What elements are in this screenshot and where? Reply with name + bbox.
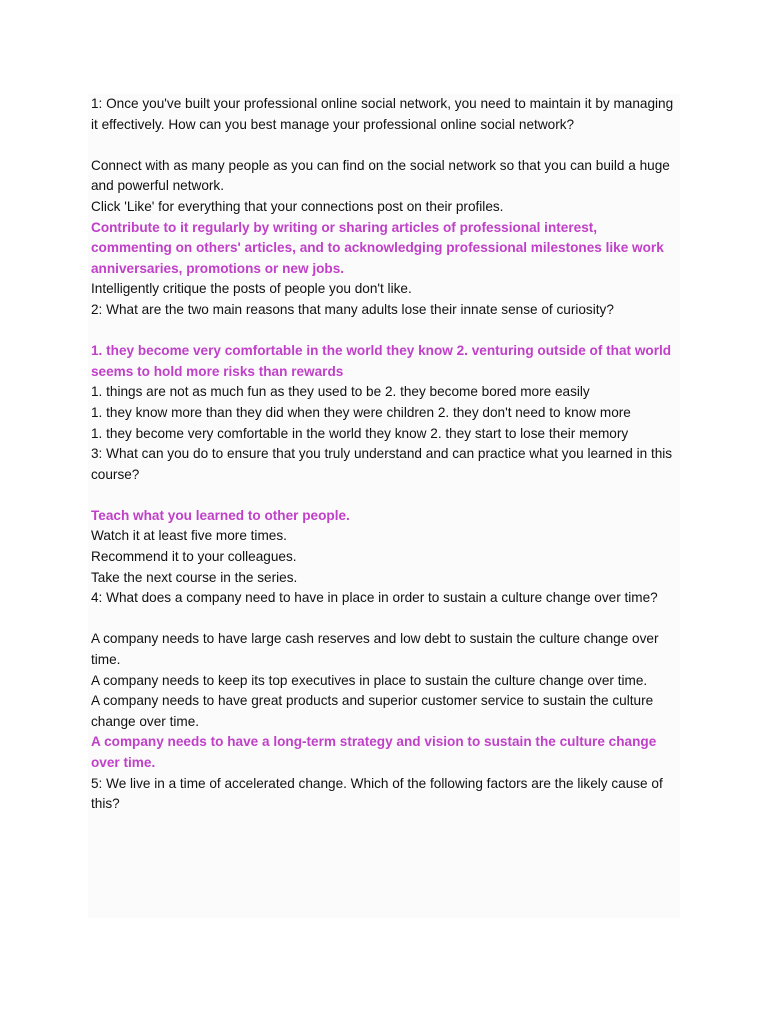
answer-option: 1. they become very comfortable in the world they know 2. they start to lose their memory xyxy=(91,425,629,441)
question-text: 5: We live in a time of accelerated change. Which of the following factors are the likely cause of this? xyxy=(91,775,663,812)
answer-option: Take the next course in the series. xyxy=(91,569,298,585)
correct-answer: A company needs to have a long-term strategy and vision to sustain the culture change over time. xyxy=(91,734,657,770)
answer-option: Click 'Like' for everything that your connections post on their profiles. xyxy=(91,198,504,214)
question-text: 3: What can you do to ensure that you truly understand and can practice what you learned in this course? xyxy=(91,446,673,482)
correct-answer: 1. they become very comfortable in the world they know 2. venturing outside of that world seems to hold more risks than rewards xyxy=(91,343,672,379)
correct-answer: Teach what you learned to other people. xyxy=(91,507,350,523)
answer-option: Intelligently critique the posts of people you don't like. xyxy=(91,281,412,297)
blank-line xyxy=(91,485,680,506)
blank-line xyxy=(91,609,680,630)
answer-option: Watch it at least five more times. xyxy=(91,528,287,544)
question-text: 2: What are the two main reasons that many adults lose their innate sense of curiosity? xyxy=(91,301,614,317)
answer-option: A company needs to have large cash reserves and low debt to sustain the culture change over time. xyxy=(91,631,659,668)
answer-option: Connect with as many people as you can find on the social network so that you can build a huge and powerful network. xyxy=(91,157,670,194)
answer-option: A company needs to have great products and superior customer service to sustain the culture change over time. xyxy=(91,693,654,729)
answer-option: Recommend it to your colleagues. xyxy=(91,549,297,565)
blank-line xyxy=(91,135,680,156)
question-text: 4: What does a company need to have in place in order to sustain a culture change over time? xyxy=(91,590,658,606)
answer-option: A company needs to keep its top executives in place to sustain the culture change over time. xyxy=(91,672,648,688)
answer-option: 1. they know more than they did when they were children 2. they don't need to know more xyxy=(91,404,631,420)
blank-line xyxy=(91,321,680,342)
document-content xyxy=(88,94,680,815)
answer-option: 1. things are not as much fun as they used to be 2. they become bored more easily xyxy=(91,384,590,400)
document-page xyxy=(88,94,680,918)
correct-answer: Contribute to it regularly by writing or sharing articles of professional interest, commenting on others' articles, and to acknowledging professional milestones like work anniversaries, promotions or new jobs. xyxy=(91,219,664,276)
question-text: 1: Once you've built your professional online social network, you need to maintain it by managing it effectively. How can you best manage your professional online social network? xyxy=(91,96,674,132)
